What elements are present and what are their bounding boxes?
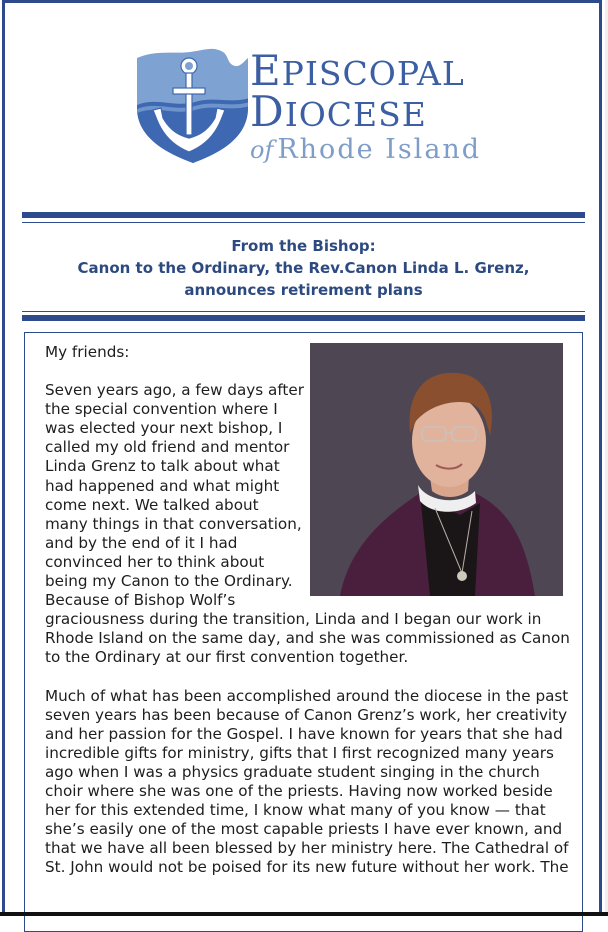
logo-word-rhode-island: of Rhode Island — [250, 134, 482, 165]
logo-word-diocese: DIOCESE — [250, 87, 427, 136]
anchor-shield-icon — [135, 48, 250, 164]
article-headline — [22, 235, 585, 301]
logo-word-episcopal: EPISCOPAL — [250, 46, 465, 95]
headline-title: Canon to the Ordinary, the Rev.Canon Linda L. Grenz, — [77, 259, 530, 277]
separator-bottom-thin — [22, 311, 585, 312]
article-body — [45, 343, 575, 896]
article-paragraph-1b: Because of Bishop Wolf’s graciousness during the transition, Linda and I began our work in Rhode Island on the same day, and she was commissioned as Canon to the Ordinary at our first convention together. — [45, 591, 570, 667]
window-bottom-edge — [0, 912, 608, 916]
article-paragraph-1: Seven years ago, a few days after the special convention where I was elected your next bishop, I called my old friend and mentor Linda Grenz to talk about what had happened and what might come next. We talked about many things in that conversation, and by the end of it I had convinced her to think about being my Canon to the Ordinary. — [45, 381, 304, 591]
diocese-logo[interactable] — [100, 20, 500, 200]
separator-bottom-thick — [22, 315, 585, 321]
photo-spacer — [305, 343, 575, 597]
article-paragraph-2: Much of what has been accomplished around the diocese in the past seven years has been because of Canon Grenz’s work, her creativity and her passion for the Gospel. I have known for years that she had incredible gifts for ministry, gifts that I first recognized many years ago when I was a physics graduate student singing in the church choir where she was one of the priests. Having now worked beside her for this extended time, I know what many of you know — that she’s easily one of the most capable priests I have ever known, and that we have all been blessed by her ministry here. The Cathedral of St. John would not be poised for its new future without her work. The — [45, 686, 569, 877]
article-greeting: My friends: — [45, 343, 130, 361]
separator-top-thin — [22, 222, 585, 223]
headline-subtitle: announces retirement plans — [184, 281, 423, 299]
separator-top-thick — [22, 212, 585, 218]
headline-kicker: From the Bishop: — [231, 237, 376, 255]
